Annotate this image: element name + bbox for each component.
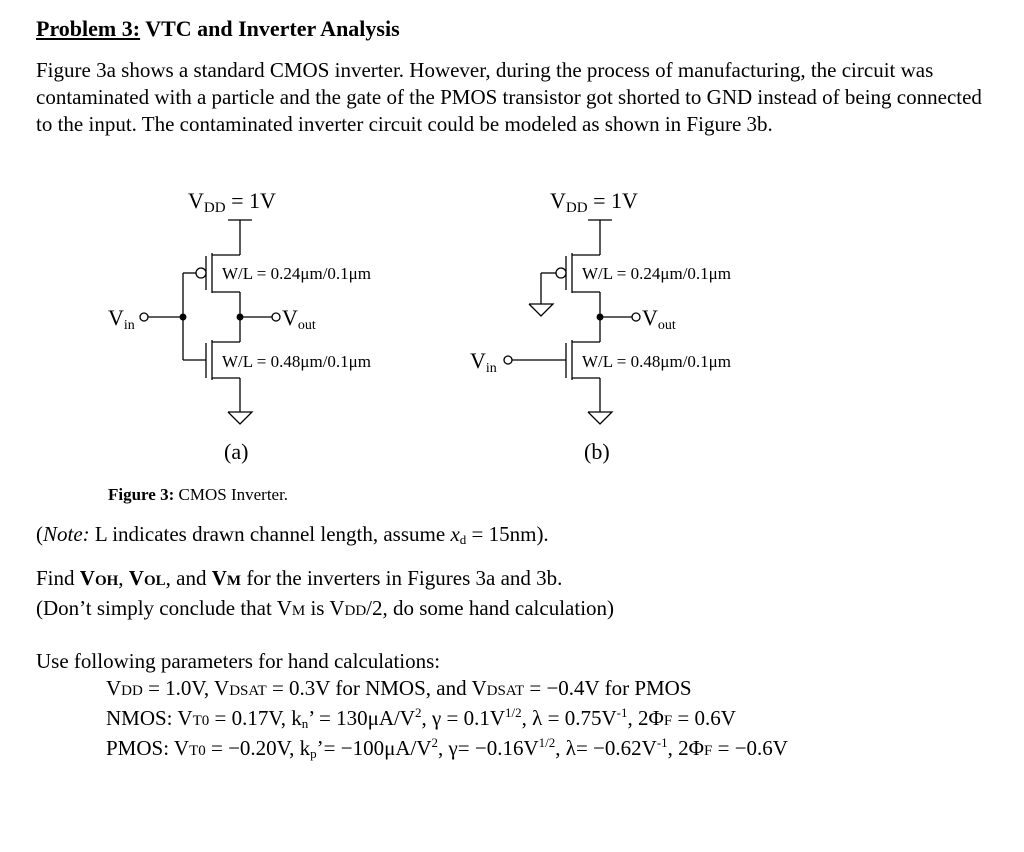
find-instructions [36,565,614,625]
nmos-size-a: W/L = 0.48μm/0.1μm [222,352,372,371]
vout-label-b: Vout [642,305,676,333]
params-supply-line: VDD = 1.0V, VDSAT = 0.3V for NMOS, and VDSAT = −0.4V for PMOS [106,676,692,700]
vdd-label-a: VDD = 1V [188,188,276,216]
caption-text: CMOS Inverter. [174,485,289,504]
vout-label-a: Vout [282,305,316,333]
circuit-a [140,220,280,424]
note-line: (Note: L indicates drawn channel length, assume $x_d = 15nm$). [36,522,549,547]
xd-var: x [450,522,460,546]
vdd-label-b: VDD = 1V [550,188,638,216]
nmos-size-b: W/L = 0.48μm/0.1μm [582,352,732,371]
note-label: Note: [43,522,90,546]
figure-a-label: (a) [224,439,249,464]
params-pmos-line: PMOS: VT0 = −0.20V, $k_p’= -100\mu A/V^2$, $\gamma= -0.16V^{1/2}$, $\lambda= -0.62V^{-1}$, 2ΦF = −0.6V [106,735,788,761]
figure-caption [108,485,288,505]
intro-paragraph: Figure 3a shows a standard CMOS inverter. However, during the process of manufacturing, the circuit was contaminated with a particle and the gate of the PMOS transistor got shorted to GND instead of being connected to the input. The contaminated inverter circuit could be modeled as shown in Figure 3b. [36,58,982,136]
vin-label-b: Vin [470,348,497,376]
params-heading: Use following parameters for hand calculations: [36,649,441,673]
problem-label: Problem 3: [36,16,141,41]
circuit-b [504,220,640,424]
pmos-size-b: W/L = 0.24μm/0.1μm [582,264,732,283]
figure-b-label: (b) [584,439,610,464]
problem-title-text: VTC and Inverter Analysis [145,16,400,41]
find-line-1: Find VOH, VOL, and VM for the inverters in Figures 3a and 3b. [36,566,563,590]
parameters-block [36,648,788,765]
find-line-2: (Don’t simply conclude that VM is VDD/2, do some hand calculation) [36,596,615,620]
params-nmos-line: NMOS: VT0 = 0.17V, $k_n$’ = $130\mu A/V^2$, $\gamma = 0.1V^{1/2}$, $\lambda = 0.75V^{-1}$, 2ΦF = 0.6V [106,705,736,731]
caption-label: Figure 3: [108,485,175,504]
pmos-size-a: W/L = 0.24μm/0.1μm [222,264,372,283]
vin-label-a: Vin [108,305,135,333]
